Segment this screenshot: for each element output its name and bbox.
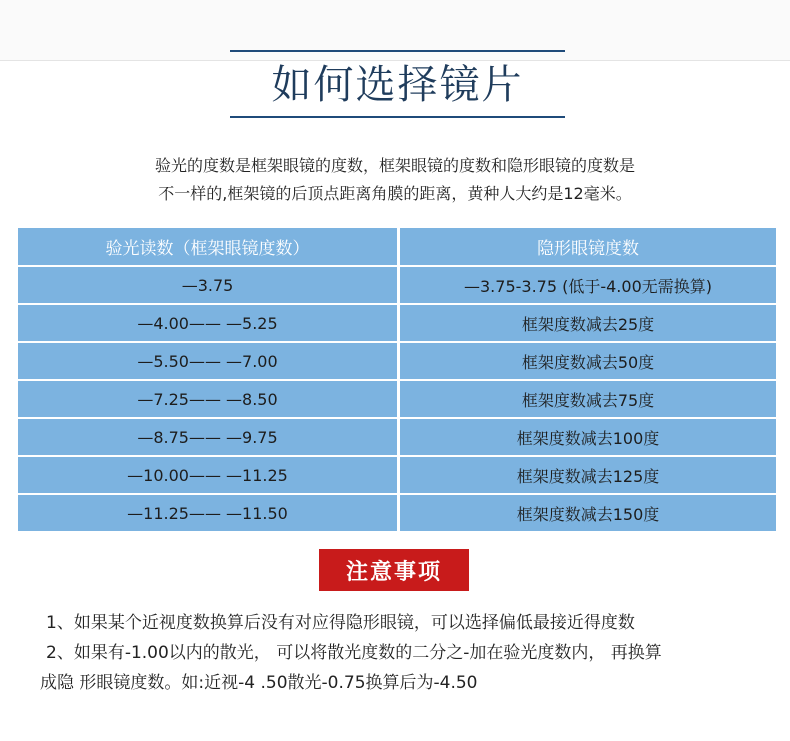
intro-line-1: 验光的度数是框架眼镜的度数，框架眼镜的度数和隐形眼镜的度数是 (154, 156, 635, 175)
contact-power-cell: 框架度数减去150度 (400, 495, 776, 531)
frame-power-cell: —4.00—— —5.25 (18, 305, 397, 341)
page-title: 如何选择镜片 (271, 62, 524, 108)
frame-power-cell: —7.25—— —8.50 (18, 381, 397, 417)
intro-line-2: 不一样的,框架镜的后顶点距离角膜的距离，黄种人大约是12毫米。 (158, 184, 632, 203)
notice-item-2: 2、如果有-1.00以内的散光， 可以将散光度数的二分之-加在验光度数内， 再换算 (46, 643, 662, 663)
table-row (18, 495, 776, 531)
contact-power-cell: 框架度数减去100度 (400, 419, 776, 455)
notice-item-1: 1、如果某个近视度数换算后没有对应得隐形眼镜，可以选择偏低最接近得度数 (46, 613, 635, 633)
frame-power-cell: —10.00—— —11.25 (18, 457, 397, 493)
intro-paragraph (60, 152, 730, 208)
notice-list (42, 608, 772, 698)
table-row (18, 457, 776, 493)
table-row (18, 419, 776, 455)
frame-power-cell: —5.50—— —7.00 (18, 343, 397, 379)
contact-power-cell: —3.75-3.75 (低于-4.00无需换算) (400, 267, 776, 303)
table-row (18, 305, 776, 341)
frame-power-cell: —11.25—— —11.50 (18, 495, 397, 531)
header-contact-power: 隐形眼镜度数 (400, 228, 776, 265)
table-row (18, 343, 776, 379)
table-row (18, 381, 776, 417)
contact-power-cell: 框架度数减去75度 (400, 381, 776, 417)
notice-badge: 注意事项 (319, 549, 469, 591)
notice-item-2-continued: 成隐 形眼镜度数。如:近视-4 .50散光-0.75换算后为-4.50 (40, 673, 478, 693)
contact-power-cell: 框架度数减去125度 (400, 457, 776, 493)
frame-power-cell: —3.75 (18, 267, 397, 303)
table-row (18, 267, 776, 303)
frame-power-cell: —8.75—— —9.75 (18, 419, 397, 455)
header-frame-power: 验光读数（框架眼镜度数） (18, 228, 397, 265)
conversion-table (18, 228, 776, 533)
contact-power-cell: 框架度数减去50度 (400, 343, 776, 379)
contact-power-cell: 框架度数减去25度 (400, 305, 776, 341)
title-rule-top (230, 50, 565, 52)
table-header-row (18, 228, 776, 265)
title-rule-bottom (230, 116, 565, 118)
